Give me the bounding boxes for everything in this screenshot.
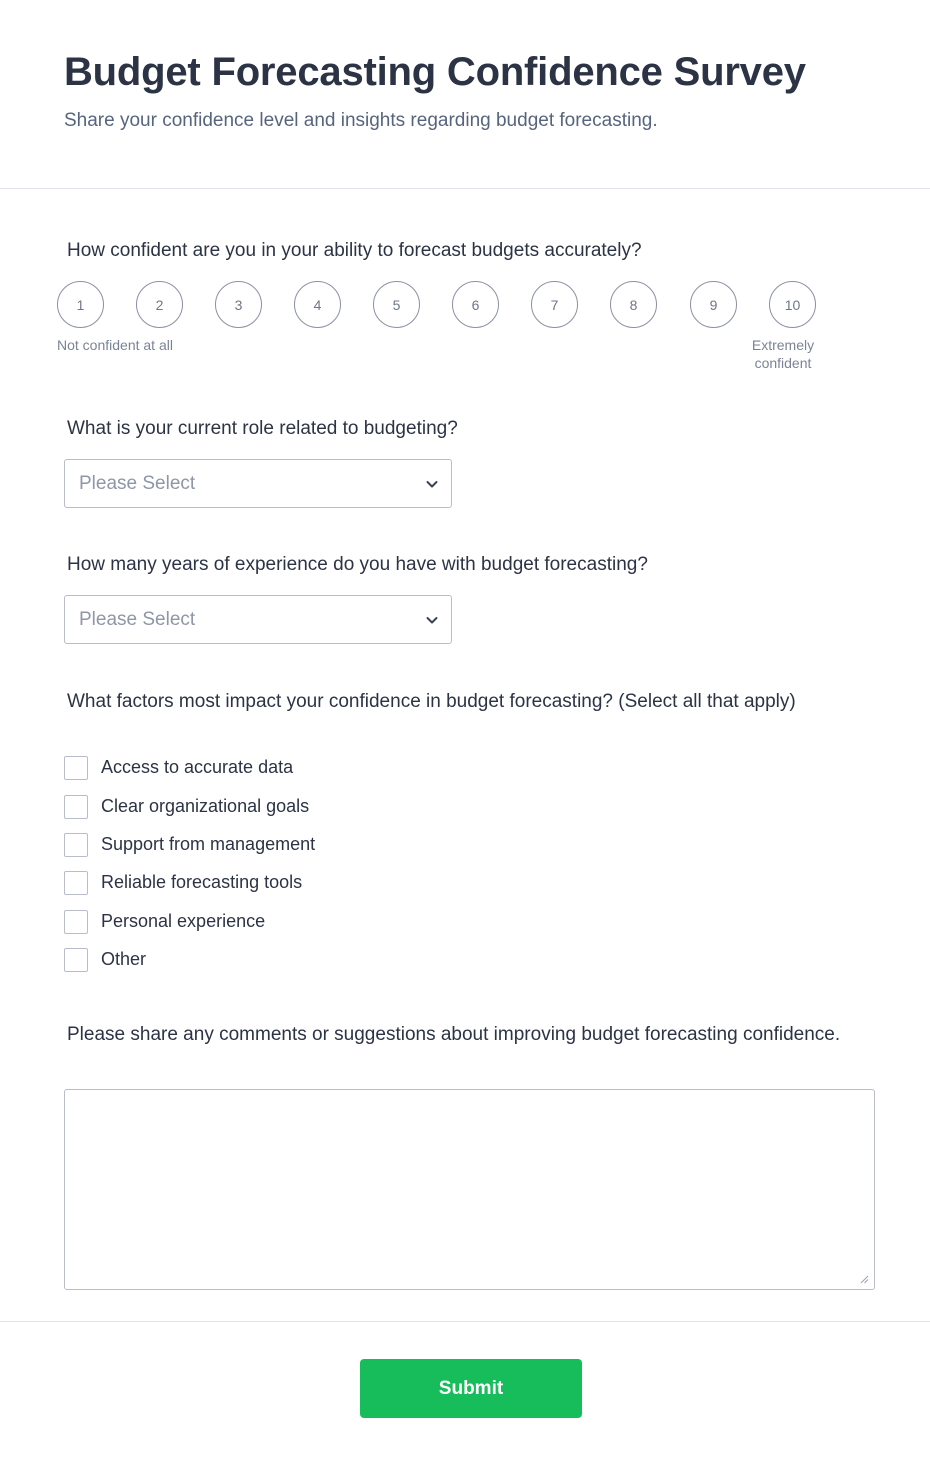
checkbox[interactable] xyxy=(64,795,88,819)
checkbox[interactable] xyxy=(64,948,88,972)
rating-option-3[interactable]: 3 xyxy=(215,281,262,328)
question-confidence-label: How confident are you in your ability to forecast budgets accurately? xyxy=(67,240,642,261)
chevron-down-icon xyxy=(425,613,439,627)
checkbox-label: Personal experience xyxy=(101,911,266,931)
checkbox-label: Clear organizational goals xyxy=(101,796,310,816)
checkbox-label: Access to accurate data xyxy=(101,757,294,777)
years-select[interactable] xyxy=(64,595,452,644)
rating-option-1[interactable]: 1 xyxy=(57,281,104,328)
rating-high-label: Extremely confident xyxy=(751,337,815,371)
question-comments-label: Please share any comments or suggestions about improving budget forecasting confidence. xyxy=(67,1024,841,1045)
checkbox-label: Support from management xyxy=(101,834,316,854)
page-title: Budget Forecasting Confidence Survey xyxy=(64,50,806,94)
question-years-label: How many years of experience do you have with budget forecasting? xyxy=(67,554,648,575)
rating-option-2[interactable]: 2 xyxy=(136,281,183,328)
resize-handle-icon[interactable] xyxy=(860,1275,869,1284)
checkbox-label: Other xyxy=(101,949,147,969)
chevron-down-icon xyxy=(425,477,439,491)
rating-option-8[interactable]: 8 xyxy=(610,281,657,328)
comments-textarea[interactable] xyxy=(64,1089,875,1290)
page-subtitle: Share your confidence level and insights regarding budget forecasting. xyxy=(64,110,658,131)
rating-option-10[interactable]: 10 xyxy=(769,281,816,328)
survey-header xyxy=(0,0,930,189)
role-select[interactable] xyxy=(64,459,452,508)
rating-low-label: Not confident at all xyxy=(57,337,173,353)
rating-option-4[interactable]: 4 xyxy=(294,281,341,328)
rating-option-6[interactable]: 6 xyxy=(452,281,499,328)
question-factors-label: What factors most impact your confidence in budget forecasting? (Select all that apply) xyxy=(67,691,796,712)
checkbox[interactable] xyxy=(64,871,88,895)
rating-option-5[interactable]: 5 xyxy=(373,281,420,328)
rating-option-7[interactable]: 7 xyxy=(531,281,578,328)
confidence-rating-scale xyxy=(57,281,819,331)
years-select-placeholder: Please Select xyxy=(79,609,196,630)
checkbox[interactable] xyxy=(64,756,88,780)
question-role-label: What is your current role related to budgeting? xyxy=(67,418,458,439)
role-select-placeholder: Please Select xyxy=(79,473,196,494)
checkbox-label: Reliable forecasting tools xyxy=(101,872,303,892)
checkbox[interactable] xyxy=(64,833,88,857)
checkbox[interactable] xyxy=(64,910,88,934)
rating-option-9[interactable]: 9 xyxy=(690,281,737,328)
submit-button[interactable]: Submit xyxy=(360,1359,582,1418)
